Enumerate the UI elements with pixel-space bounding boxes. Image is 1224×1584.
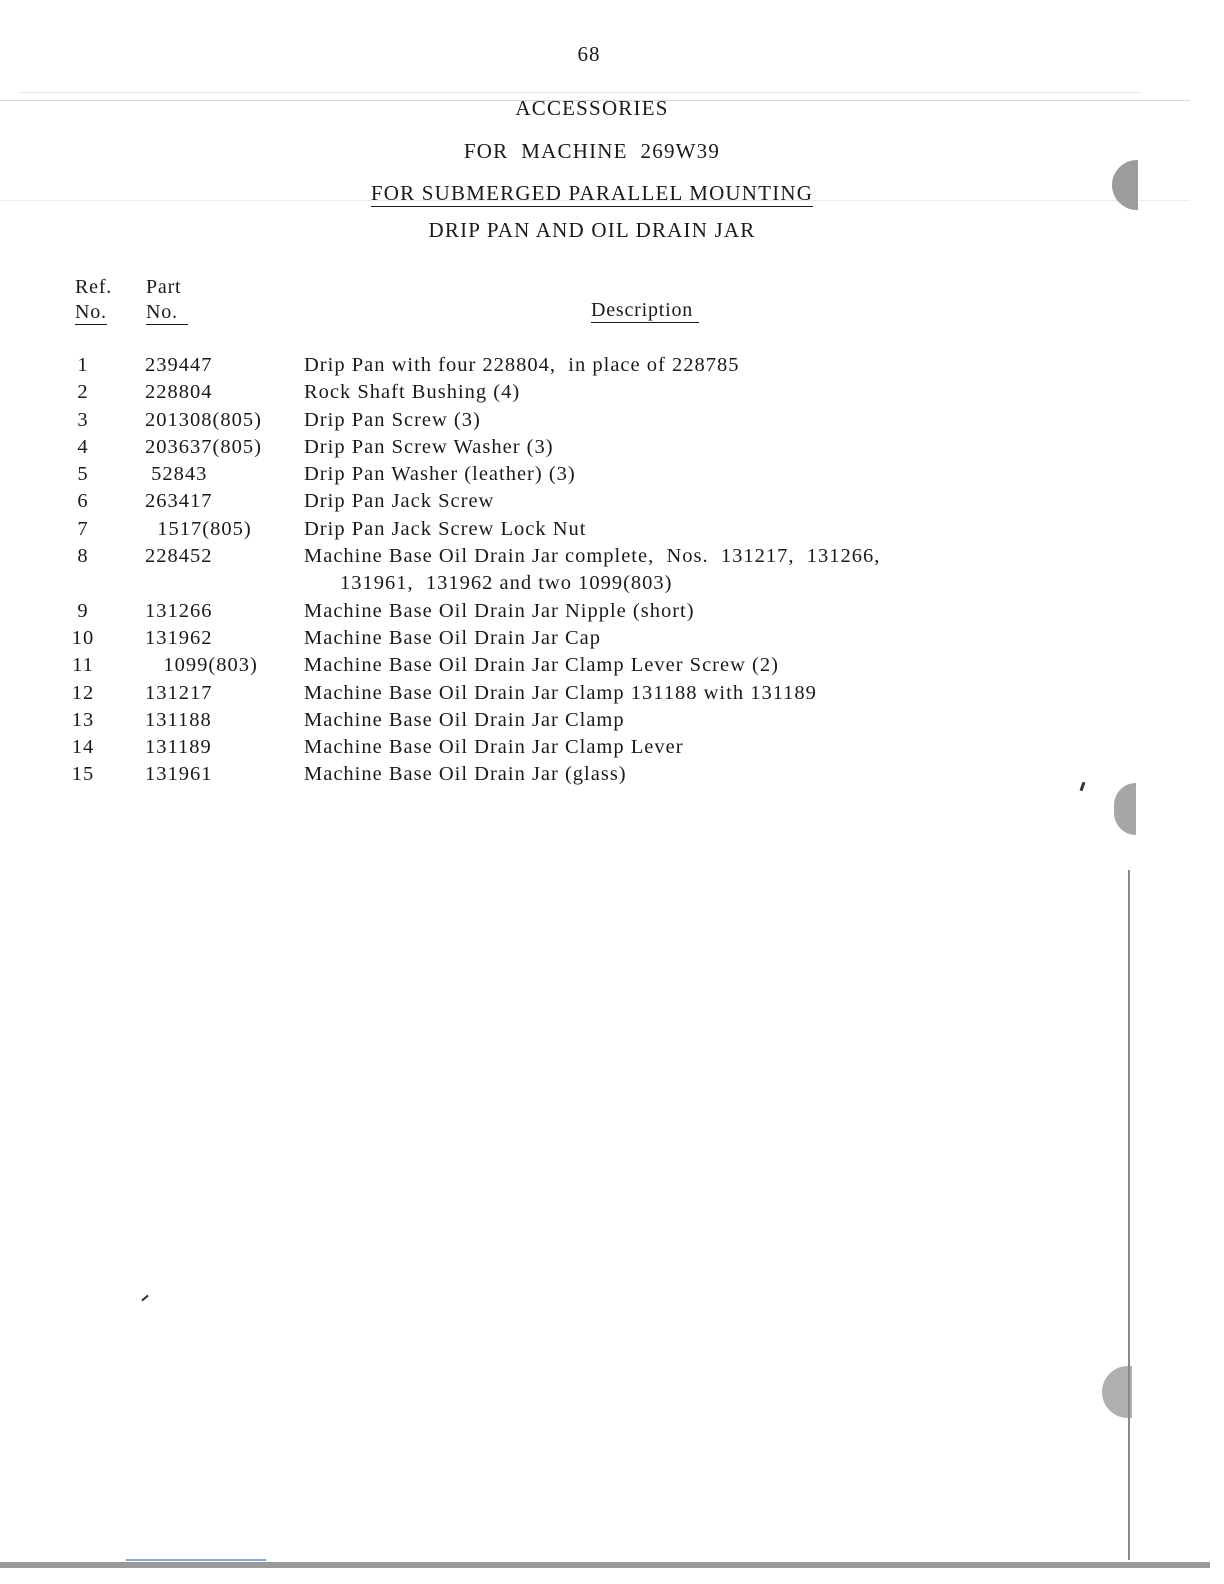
column-header-ref-no [75, 301, 107, 324]
mounting-heading-text: FOR SUBMERGED PARALLEL MOUNTING [370, 181, 814, 205]
part-description: Drip Pan Jack Screw [304, 490, 495, 513]
part-number: 52843 [145, 463, 208, 486]
part-description: Machine Base Oil Drain Jar Nipple (short) [304, 599, 695, 622]
ref-number: 14 [71, 736, 95, 759]
table-row [60, 680, 1110, 707]
page-bottom-edge-tint [126, 1559, 266, 1561]
part-number: 228804 [145, 381, 213, 404]
machine-heading [0, 139, 1184, 164]
part-number: 1517(805) [145, 517, 252, 540]
table-row [60, 598, 1110, 625]
table-row [60, 625, 1110, 652]
part-description: Machine Base Oil Drain Jar Clamp Lever [304, 736, 684, 759]
column-header-ref: Ref. [75, 276, 113, 298]
ref-number: 9 [77, 599, 89, 622]
ref-number: 7 [77, 517, 89, 540]
column-header-description-text: Description [591, 299, 699, 323]
part-number: 131961 [145, 763, 213, 786]
part-number: 1099(803) [145, 654, 258, 677]
ref-number: 11 [72, 654, 94, 677]
page-number: 68 [577, 42, 601, 66]
table-row [60, 652, 1110, 679]
table-row [60, 488, 1110, 515]
part-description: Drip Pan Screw (3) [304, 408, 481, 431]
scan-artifact-line [20, 92, 1140, 93]
part-description: Machine Base Oil Drain Jar Clamp Lever Screw (2) [304, 654, 779, 677]
part-description: Machine Base Oil Drain Jar complete, Nos. 131217, 131266, [304, 545, 881, 568]
part-description: Drip Pan Screw Washer (3) [304, 435, 554, 458]
part-number: 203637(805) [145, 435, 262, 458]
part-number: 228452 [145, 545, 213, 568]
part-number: 239447 [145, 354, 213, 376]
scan-speck [141, 1295, 148, 1302]
part-number: 131962 [145, 626, 213, 649]
part-description: Machine Base Oil Drain Jar Cap [304, 626, 601, 649]
table-row [60, 434, 1110, 461]
page-right-edge [1128, 870, 1130, 1560]
part-number: 131188 [145, 708, 212, 731]
table-row [60, 734, 1110, 761]
ref-number: 2 [77, 381, 89, 404]
table-row [60, 516, 1110, 543]
table-row [60, 352, 1110, 379]
ref-number: 12 [71, 681, 95, 704]
ref-number: 8 [77, 545, 89, 568]
parts-list [60, 352, 1110, 789]
column-header-ref-no-text: No. [75, 301, 107, 323]
ref-number: 6 [77, 490, 89, 513]
table-row [60, 707, 1110, 734]
machine-heading-text: FOR MACHINE 269W39 [463, 139, 721, 163]
ref-number: 5 [77, 463, 89, 486]
part-description: Drip Pan Jack Screw Lock Nut [304, 517, 587, 540]
part-number: 131266 [145, 599, 213, 622]
table-row [60, 407, 1110, 434]
part-description: Machine Base Oil Drain Jar Clamp [304, 708, 625, 731]
table-row [60, 543, 1110, 598]
column-header-part-no [146, 301, 188, 324]
punch-hole-mark [1114, 783, 1136, 835]
part-description: Rock Shaft Bushing (4) [304, 381, 521, 404]
subject-heading: DRIP PAN AND OIL DRAIN JAR [428, 218, 756, 242]
table-row [60, 761, 1110, 788]
ref-number: 4 [77, 435, 89, 458]
column-header-part: Part [146, 276, 182, 298]
ref-number: 15 [71, 763, 95, 786]
page-bottom-edge [0, 1562, 1210, 1568]
part-description: Machine Base Oil Drain Jar Clamp 131188 with 131189 [304, 681, 817, 704]
part-description: Machine Base Oil Drain Jar (glass) [304, 763, 627, 786]
ref-number: 1 [77, 354, 89, 376]
column-header-part-no-text: No. [146, 301, 188, 325]
part-number: 131189 [145, 736, 212, 759]
part-description-continued: 131961, 131962 and two 1099(803) [340, 572, 673, 595]
part-number: 201308(805) [145, 408, 262, 431]
ref-number: 10 [71, 626, 95, 649]
table-row [60, 379, 1110, 406]
mounting-heading [0, 181, 1184, 206]
table-row [60, 461, 1110, 488]
ref-number: 13 [71, 708, 95, 731]
part-number: 131217 [145, 681, 213, 704]
column-header-description [591, 299, 699, 322]
part-number: 263417 [145, 490, 213, 513]
section-heading: ACCESSORIES [515, 96, 669, 120]
part-description: Drip Pan with four 228804, in place of 228785 [304, 354, 740, 376]
part-description: Drip Pan Washer (leather) (3) [304, 463, 576, 486]
ref-number: 3 [77, 408, 89, 431]
